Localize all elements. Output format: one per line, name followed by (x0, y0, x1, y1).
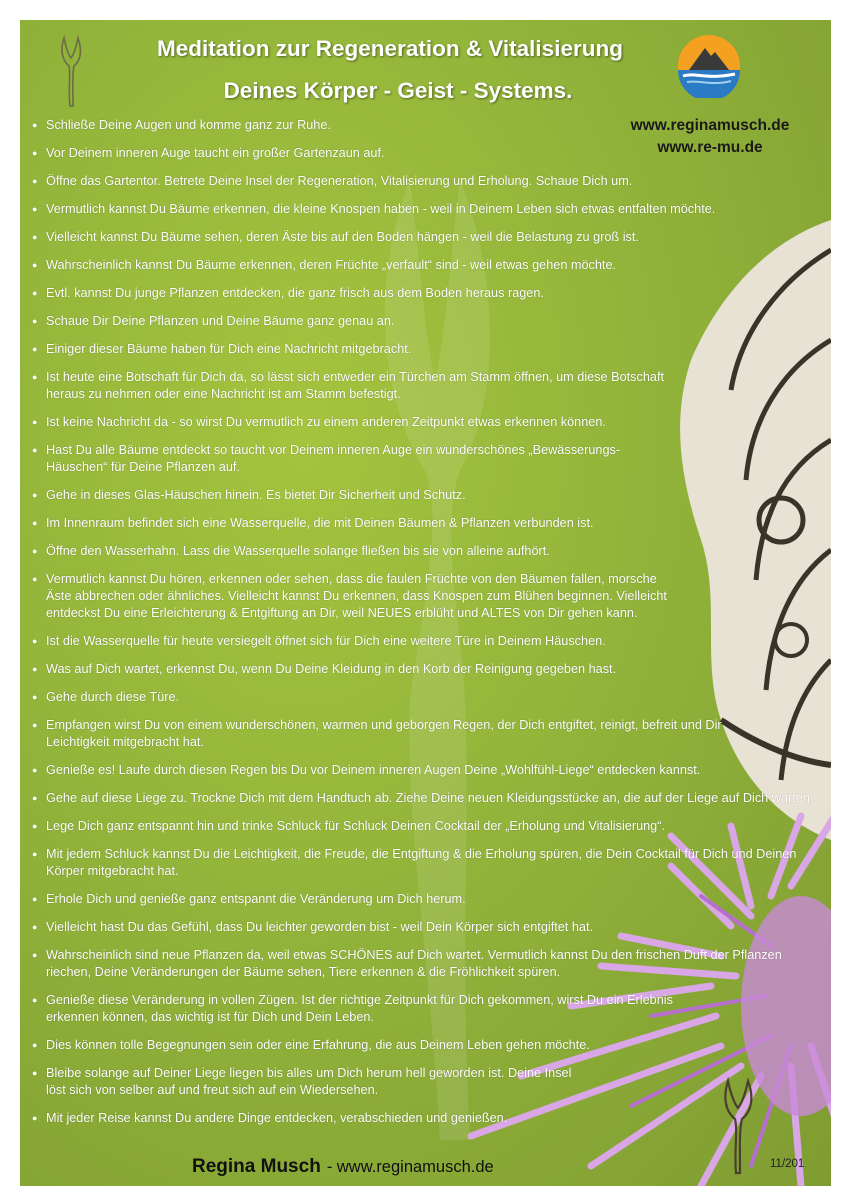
list-item: ● Schaue Dir Deine Pflanzen und Deine Bäume ganz genau an. (32, 313, 646, 330)
list-item: ● Vielleicht hast Du das Gefühl, dass Du leichter geworden bist - weil Dein Körper sich entgiftet hat. (32, 919, 746, 936)
list-item: ● Gehe durch diese Türe. (32, 689, 646, 706)
footer-author: Regina Musch (192, 1156, 321, 1177)
list-item: ● Wahrscheinlich kannst Du Bäume erkennen, deren Früchte „verfault“ sind - weil etwas gehen möchte. (32, 257, 726, 274)
list-item: ● Wahrscheinlich sind neue Pflanzen da, weil etwas SCHÖNES auf Dich wartet. Vermutlich kannst Du den frischen Duft der Pflanzen riechen, Deine Veränderungen der Bäume sehen, Tiere erkennen & die Fröhlichkeit spüren. (32, 947, 786, 981)
list-item: ● Mit jeder Reise kannst Du andere Dinge entdecken, verabschieden und genießen. (32, 1110, 606, 1127)
list-item: ● Empfangen wirst Du von einem wunderschönen, warmen und geborgen Regen, der Dich entgiftet, reinigt, befreit und Dir Leichtigkeit mitgebracht hat. (32, 717, 726, 751)
list-item: ● Einiger dieser Bäume haben für Dich eine Nachricht mitgebracht. (32, 341, 646, 358)
list-item: ● Öffne den Wasserhahn. Lass die Wasserquelle solange fließen bis sie von alleine aufhört. (32, 543, 666, 560)
list-item: ● Erhole Dich und genieße ganz entspannt die Veränderung um Dich herum. (32, 891, 746, 908)
list-item: ● Vielleicht kannst Du Bäume sehen, deren Äste bis auf den Boden hängen - weil die Belastung zu groß ist. (32, 229, 746, 246)
footer-figure-logo-icon (720, 1075, 756, 1175)
list-item: ● Evtl. kannst Du junge Pflanzen entdecken, die ganz frisch aus dem Boden heraus ragen. (32, 285, 646, 302)
list-item: ● Mit jedem Schluck kannst Du die Leichtigkeit, die Freude, die Entgiftung & die Erholung spüren, die Dein Cocktail für Dich und Deinen Körper mitgebracht hat. (32, 846, 826, 880)
page-title-line2: Deines Körper - Geist - Systems. (223, 78, 573, 103)
website-link-reginamusch[interactable]: www.reginamusch.de (630, 117, 790, 134)
list-item: ● Genieße es! Laufe durch diesen Regen bis Du vor Deinem inneren Augen Deine „Wohlfühl-Liege“ entdecken kannst. (32, 762, 806, 779)
footer (192, 1156, 494, 1178)
list-item: ● Gehe auf diese Liege zu. Trockne Dich mit dem Handtuch ab. Ziehe Deine neuen Kleidungsstücke an, die auf der Liege auf Dich warten. (32, 790, 826, 807)
list-item: ● Öffne das Gartentor. Betrete Deine Insel der Regeneration, Vitalisierung und Erholung. Schaue Dich um. (32, 173, 746, 190)
list-item: ● Im Innenraum befindet sich eine Wasserquelle, die mit Deinen Bäumen & Pflanzen verbunden ist. (32, 515, 686, 532)
list-item: ● Ist keine Nachricht da - so wirst Du vermutlich zu einem anderen Zeitpunkt etwas erkennen können. (32, 414, 706, 431)
list-item: ● Vermutlich kannst Du hören, erkennen oder sehen, dass die faulen Früchte von den Bäumen fallen, morsche Äste abbrechen oder ähnliches. Vielleicht kannst Du erkennen, dass Knospen zum Blühen beginnen. Vielleicht entdeckst Du eine Erleichterung & Entgiftung an Dir, weil NEUES erblüht und ALTES von Dir gehen kann. (32, 571, 671, 622)
list-item: ● Bleibe solange auf Deiner Liege liegen bis alles um Dich herum hell geworden ist. Deine Insel löst sich von selber auf und freut sich auf ein Wiedersehen. (32, 1065, 586, 1099)
list-item: ● Dies können tolle Begegnungen sein oder eine Erfahrung, die aus Deinem Leben gehen möchte. (32, 1037, 686, 1054)
list-item: ● Vor Deinem inneren Auge taucht ein großer Gartenzaun auf. (32, 145, 606, 162)
website-link-re-mu[interactable]: www.re-mu.de (657, 139, 763, 156)
page-title-line1: Meditation zur Regeneration & Vitalisierung (157, 36, 623, 61)
list-item: ● Vermutlich kannst Du Bäume erkennen, die kleine Knospen haben - weil in Deinem Leben sich etwas entfalten möchte. (32, 201, 816, 218)
footer-website-link[interactable]: - www.reginamusch.de (326, 1158, 494, 1176)
list-item: ● Hast Du alle Bäume entdeckt so taucht vor Deinem inneren Auge ein wunderschönes „Bewässerungs-Häuschen“ für Deine Pflanzen auf. (32, 442, 631, 476)
page-number: 11/201 (770, 1158, 805, 1170)
list-item: ● Ist die Wasserquelle für heute versiegelt öffnet sich für Dich eine weitere Türe in Deinem Häuschen. (32, 633, 706, 650)
meditation-page (20, 20, 831, 1186)
list-item: ● Was auf Dich wartet, erkennst Du, wenn Du Deine Kleidung in den Korb der Reinigung gegeben hast. (32, 661, 706, 678)
list-item: ● Schließe Deine Augen und komme ganz zur Ruhe. (32, 117, 606, 134)
meditation-steps-list (32, 117, 826, 1138)
list-item: ● Gehe in dieses Glas-Häuschen hinein. Es bietet Dir Sicherheit und Schutz. (32, 487, 666, 504)
list-item: ● Ist heute eine Botschaft für Dich da, so lässt sich entweder ein Türchen am Stamm öffnen, um diese Botschaft heraus zu nehmen oder eine Nachricht ist am Stamm befestigt. (32, 369, 696, 403)
list-item: ● Lege Dich ganz entspannt hin und trinke Schluck für Schluck Deinen Cocktail der „Erholung und Vitalisierung“. (32, 818, 766, 835)
list-item: ● Genieße diese Veränderung in vollen Zügen. Ist der richtige Zeitpunkt für Dich gekommen, wirst Du ein Erlebnis erkennen können, das wichtig ist für Dich und Dein Leben. (32, 992, 706, 1026)
